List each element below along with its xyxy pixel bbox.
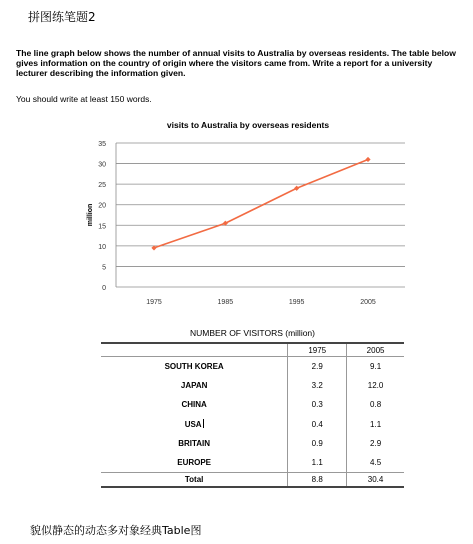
series-line [154,159,368,247]
y-tick-label: 15 [98,223,106,231]
y-tick-label: 20 [98,202,106,210]
x-tick-label: 1985 [217,299,234,306]
table-row [101,376,404,395]
y-tick-label: 25 [98,182,106,190]
value-1975-cell: 2.9 [288,357,347,377]
value-1975-cell: 0.4 [288,415,347,434]
y-axis-label: million [87,203,94,227]
data-point [365,157,370,162]
country-cell: SOUTH KOREA [164,362,224,372]
y-tick-label: 10 [98,243,106,251]
table-header-country [101,343,288,357]
table-row [101,415,404,434]
value-2005-cell: 1.1 [347,415,404,434]
chart-title: visits to Australia by overseas residents [166,120,330,130]
page-heading: 拼图练笔题2 [28,10,96,24]
table-total-row [101,473,404,488]
x-tick-label: 1975 [146,299,162,306]
value-1975-cell: 3.2 [288,376,347,395]
y-tick-label: 0 [102,285,106,292]
country-cell [101,415,288,434]
table-caption: NUMBER OF VISITORS (million) [190,328,315,338]
total-2005-cell: 30.4 [347,473,404,488]
value-2005-cell: 4.5 [347,453,404,473]
value-2005-cell: 2.9 [347,434,404,453]
word-count-instruction: You should write at least 150 words. [16,94,152,104]
footer-caption: 貌似静态的动态多对象经典Table图 [30,524,202,537]
value-2005-cell: 9.1 [347,357,404,377]
country-cell: BRITAIN [178,438,211,448]
table-header-1975: 1975 [288,343,347,357]
country-cell: JAPAN [180,381,208,391]
table-row [101,395,404,414]
table-row [101,434,404,453]
value-1975-cell: 1.1 [288,453,347,473]
country-cell: CHINA [181,400,207,410]
table-header-row [101,343,404,357]
y-tick-label: 30 [98,161,106,169]
table-row [101,357,404,377]
value-2005-cell: 0.8 [347,395,404,414]
visitors-table [101,342,404,488]
value-1975-cell: 0.3 [288,395,347,414]
country-cell-text: USA [184,420,202,430]
country-cell: EUROPE [177,458,212,468]
total-1975-cell: 8.8 [288,473,347,488]
task-prompt: The line graph below shows the number of annual visits to Australia by overseas residents. The table below gives information on the country of origin where the visitors came from. Write a report for a university lecturer describing the information given. [16,48,456,78]
table-header-2005: 2005 [347,343,404,357]
y-tick-label: 35 [98,141,106,148]
x-tick-label: 2005 [360,299,376,306]
table-row [101,453,404,473]
line-chart [78,130,418,310]
value-2005-cell: 12.0 [347,376,404,395]
value-1975-cell: 0.9 [288,434,347,453]
text-cursor [203,419,204,428]
data-point [294,186,299,191]
x-tick-label: 1995 [288,299,305,306]
total-label-cell: Total [101,473,288,488]
y-tick-label: 5 [102,264,106,272]
